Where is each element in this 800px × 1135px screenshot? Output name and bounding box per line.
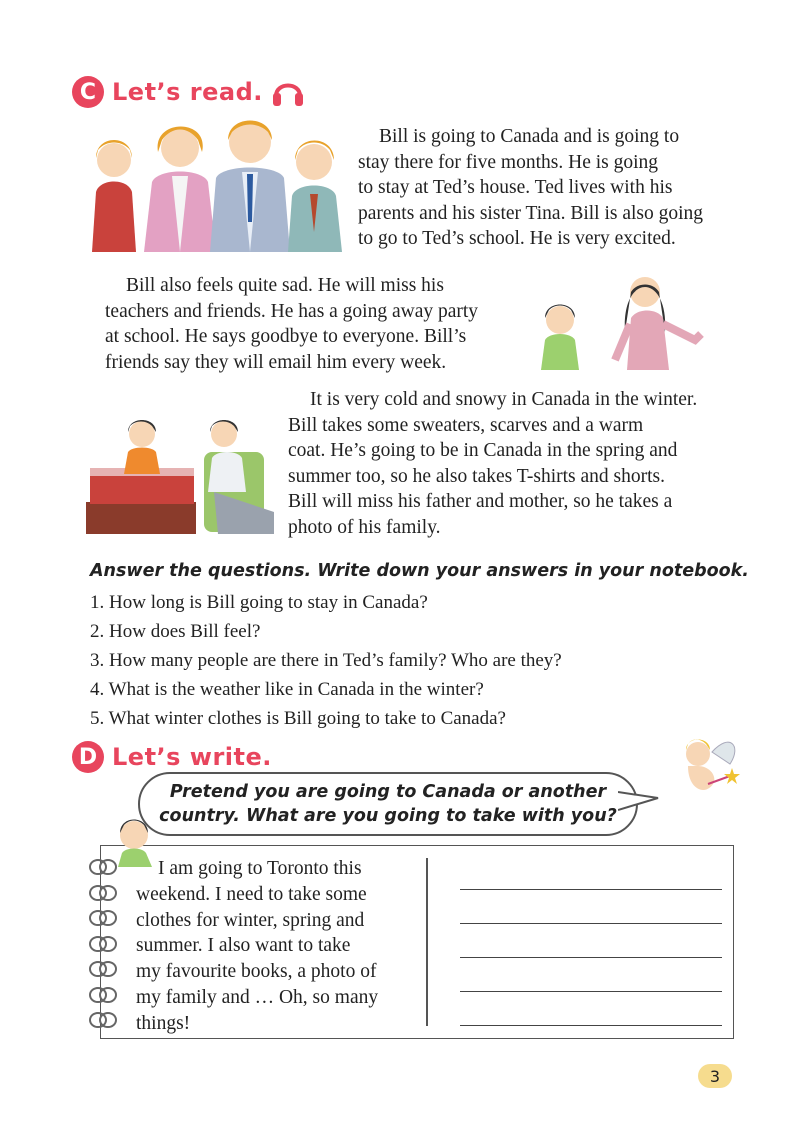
text-line: my family and … Oh, so many <box>136 986 379 1008</box>
questions-instruction: Answer the questions. Write down your answers in your notebook. <box>90 561 749 581</box>
speech-bubble <box>138 772 638 836</box>
section-badge: D <box>72 741 104 773</box>
question-item: 1. How long is Bill going to stay in Canada? <box>90 592 428 613</box>
text-line: weekend. I need to take some <box>136 883 367 905</box>
text-line: clothes for winter, spring and <box>136 909 365 931</box>
answer-line[interactable] <box>460 958 722 992</box>
answer-line[interactable] <box>460 856 722 890</box>
section-title: Let’s read. <box>112 78 263 106</box>
text-line: parents and his sister Tina. Bill is also going <box>358 202 704 224</box>
sample-text <box>136 856 421 1037</box>
page-number: 3 <box>698 1064 732 1088</box>
section-c-heading <box>72 76 305 108</box>
bubble-line: Pretend you are going to Canada or another <box>169 782 607 802</box>
reading-paragraph-3 <box>288 387 748 540</box>
question-item: 4. What is the weather like in Canada in the winter? <box>90 679 484 700</box>
answer-line[interactable] <box>460 890 722 924</box>
text-line: at school. He says goodbye to everyone. Bill’s <box>105 326 467 347</box>
box-divider <box>426 858 428 1026</box>
ring-icon <box>88 934 118 954</box>
text-line: I am going to Toronto this <box>158 858 362 879</box>
answer-lines <box>460 856 722 1026</box>
reading-paragraph-2 <box>105 273 525 375</box>
answer-line[interactable] <box>460 992 722 1026</box>
angel-illustration <box>668 732 742 810</box>
text-line: stay there for five months. He is going <box>358 151 659 173</box>
text-line: to stay at Ted’s house. Ted lives with his <box>358 177 673 198</box>
text-line: coat. He’s going to be in Canada in the spring and <box>288 440 678 461</box>
section-title: Let’s write. <box>112 743 272 771</box>
text-line: summer too, so he also takes T-shirts and shorts. <box>288 465 665 487</box>
ring-icon <box>88 985 118 1005</box>
ring-icon <box>88 1010 118 1030</box>
text-line: teachers and friends. He has a going away party <box>105 300 479 322</box>
headphones-icon[interactable] <box>271 76 305 108</box>
packing-illustration <box>84 412 284 536</box>
question-item: 3. How many people are there in Ted’s family? Who are they? <box>90 650 562 671</box>
text-line: Bill is going to Canada and is going to <box>379 126 680 147</box>
questions-list <box>90 588 562 733</box>
text-line: Bill takes some sweaters, scarves and a warm <box>288 414 644 436</box>
ring-icon <box>88 883 118 903</box>
farewell-illustration <box>535 262 710 374</box>
ring-icon <box>88 959 118 979</box>
text-line: my favourite books, a photo of <box>136 961 377 983</box>
bubble-line: country. What are you going to take with you? <box>159 806 617 826</box>
section-badge: C <box>72 76 104 108</box>
text-line: friends say they will email him every week. <box>105 351 447 373</box>
answer-line[interactable] <box>460 924 722 958</box>
bubble-body <box>138 772 638 836</box>
text-line: summer. I also want to take <box>136 935 351 957</box>
text-line: Bill also feels quite sad. He will miss his <box>126 275 444 296</box>
question-item: 5. What winter clothes is Bill going to take to Canada? <box>90 708 506 729</box>
text-line: to go to Ted’s school. He is very excited. <box>358 228 676 249</box>
family-illustration <box>82 112 352 254</box>
question-item: 2. How does Bill feel? <box>90 621 261 642</box>
reading-paragraph-1 <box>358 124 748 252</box>
section-d-heading <box>72 741 272 773</box>
ring-icon <box>88 908 118 928</box>
notebook-rings <box>88 857 118 1036</box>
text-line: It is very cold and snowy in Canada in the winter. <box>310 389 698 410</box>
bubble-tail <box>618 790 660 812</box>
text-line: things! <box>136 1012 191 1034</box>
text-line: Bill will miss his father and mother, so he takes a <box>288 491 673 512</box>
text-line: photo of his family. <box>288 516 441 538</box>
